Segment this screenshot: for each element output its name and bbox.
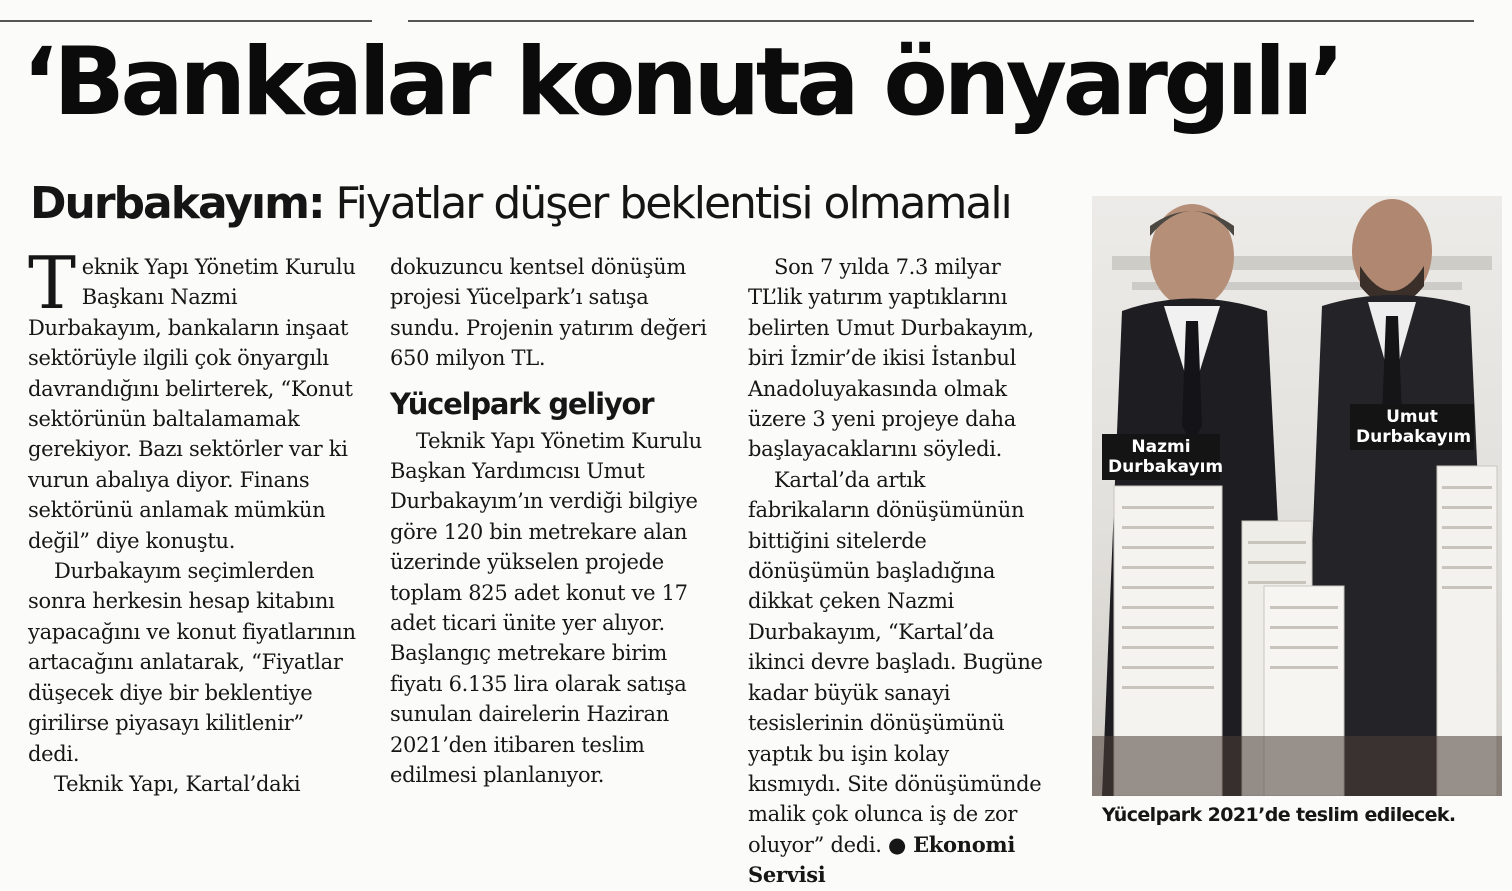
drop-cap: T: [28, 241, 76, 325]
article-paragraph: Teknik Yapı, Kartal’daki: [54, 771, 301, 796]
top-rule-left: [0, 20, 372, 22]
subhead-speaker: Durbakayım:: [30, 178, 324, 229]
article-paragraph: [748, 465, 1048, 891]
top-rule-right: [408, 20, 1474, 22]
photo-caption: Yücelpark 2021’de teslim edilecek.: [1102, 804, 1456, 826]
article-column-3: [748, 252, 1048, 891]
paragraph-text: eknik Yapı Yönetim Kurulu Başkanı Nazmi Durbakayım, bankaların inşaat sektörüyle ilgili çok önyargılı davrandığını belirterek, “Konut sektörünün baltalamamak gerekiyor. Bazı sektörler var ki vurun abalıya diyor. Finans sektörünü anlamak mümkün değil” diye konuştu.: [28, 255, 356, 553]
paragraph-text: Kartal’da artık fabrikaların dönüşümünün bittiğini sitelerde dönüşümün başladığına dikkat çeken Nazmi Durbakayım, “Kartal’da ikinci devre başladı. Bugüne kadar büyük sanayi tesislerinin dönüşümünü yaptık bu işin kolay kısmıydı. Site dönüşümünde malik çok olunca iş de zor oluyor” dedi.: [748, 467, 1043, 857]
name-tag-umut: Umut Durbakayım: [1350, 404, 1474, 450]
article-paragraph: Son 7 yılda 7.3 milyar TL’lik yatırım yaptıklarını belirten Umut Durbakayım, biri İzmir’de ikisi İstanbul Anadoluyakasında olmak üzere 3 yeni projeye daha başlayacaklarını söyledi.: [748, 255, 1034, 462]
building-model-group: [1092, 466, 1502, 796]
byline: ● Ekonomi Servisi: [748, 831, 1016, 888]
article-paragraph: Durbakayım seçimlerden sonra herkesin hesap kitabını yapacağını ve konut fiyatlarının artacağını anlatarak, “Fiyatlar düşecek diye bir beklentiye girilirse piyasayı kilitlenir” dedi.: [28, 559, 356, 766]
subheadline: [30, 180, 1090, 228]
article-paragraph: dokuzuncu kentsel dönüşüm projesi Yücelpark’ı satışa sundu. Projenin yatırım değeri 650 milyon TL.: [390, 255, 707, 371]
article-column-2: [390, 252, 720, 791]
photo-illustration: [1092, 196, 1502, 796]
article-column-1: [28, 241, 358, 799]
headline: ‘Bankalar konuta önyargılı’: [22, 28, 1341, 137]
section-heading: Yücelpark geliyor: [390, 386, 654, 421]
subhead-text: Fiyatlar düşer beklentisi olmamalı: [323, 178, 1011, 229]
news-photo: [1092, 196, 1502, 796]
name-tag-nazmi: Nazmi Durbakayım: [1102, 434, 1220, 480]
article-paragraph: [28, 241, 358, 556]
article-paragraph: Teknik Yapı Yönetim Kurulu Başkan Yardımcısı Umut Durbakayım’ın verdiği bilgiye göre 120 bin metrekare alan üzerinde yükselen projede toplam 825 adet konut ve 17 adet ticari ünite yer alıyor. Başlangıç metrekare birim fiyatı 6.135 lira olarak satışa sunulan dairelerin Haziran 2021’den itibaren teslim edilmesi planlanıyor.: [390, 428, 702, 788]
